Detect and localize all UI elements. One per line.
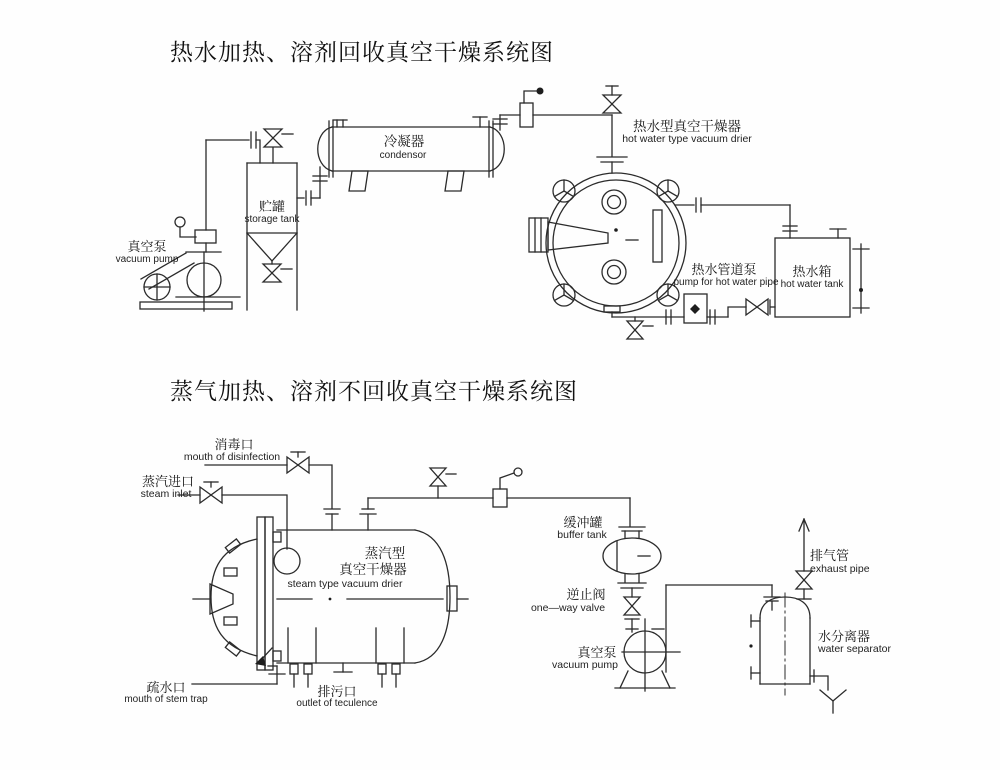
s2-buffer-tank-label-en: buffer tank xyxy=(557,529,607,541)
s1-return-line xyxy=(701,205,797,238)
s2-water-separator-label-zh: 水分离器 xyxy=(818,629,871,644)
s1-vapour-line xyxy=(500,86,627,173)
drier-handwheel-icon xyxy=(657,180,679,202)
s2-disinfection-label-en: mouth of disinfection xyxy=(183,451,281,463)
s2-water-separator-label-en: water separator xyxy=(818,643,891,655)
s2-air-release-valve-icon xyxy=(430,468,456,498)
s2-drier-label-en: steam type vacuum drier xyxy=(287,578,403,590)
s1-pipeline-pump-icon xyxy=(684,294,707,323)
tank-level-gauge-icon xyxy=(853,244,869,313)
s2-buffer-tank-label-zh: 缓冲罐 xyxy=(563,515,603,530)
s1-vent-valve-icon xyxy=(603,86,621,113)
s2-one-way-valve-label-en: one—way valve xyxy=(530,602,606,614)
system2-title: 蒸气加热、溶剂不回收真空干燥系统图 xyxy=(170,378,578,404)
s1-tank-inlet-valve-icon xyxy=(746,299,775,315)
s1-hot-water-pump-label-en: pump for hot water pipe xyxy=(673,277,779,288)
s2-gauge-icon xyxy=(493,468,522,507)
disinfection-valve-icon xyxy=(287,452,309,473)
s1-condenser-label-zh: 冷凝器 xyxy=(383,134,425,149)
s2-drain-label-zh: 排污口 xyxy=(317,684,357,699)
s1-hot-water-pump-label-zh: 热水管道泵 xyxy=(691,262,757,277)
s2-drier-symbol xyxy=(193,498,468,687)
s2-buffer-tank-symbol xyxy=(603,527,661,597)
s1-vacuum-pump-label-en: vacuum pump xyxy=(115,254,179,265)
s1-hot-water-loop xyxy=(612,294,775,339)
system1-title: 热水加热、溶剂回收真空干燥系统图 xyxy=(170,39,554,65)
s2-drain-label-en: outlet of teculence xyxy=(296,698,378,709)
s2-exhaust-pipe-label-en: exhaust pipe xyxy=(810,563,870,575)
s1-drier-label-zh: 热水型真空干燥器 xyxy=(633,119,741,134)
s1-drier-symbol xyxy=(529,173,701,317)
s2-steam-inlet-label-zh: 蒸汽进口 xyxy=(141,474,195,489)
s1-hot-water-tank-label-en: hot water tank xyxy=(780,279,844,290)
s2-steam-inlet-line xyxy=(178,482,287,549)
s2-drier-label-zh2: 真空干燥器 xyxy=(339,562,407,577)
s1-hot-water-tank-label-zh: 热水箱 xyxy=(792,264,832,279)
drier-handwheel-icon xyxy=(553,180,575,202)
s2-one-way-valve-icon xyxy=(624,597,640,632)
s2-vacuum-pump-label-en: vacuum pump xyxy=(552,659,618,671)
s1-drier-label-en: hot water type vacuum drier xyxy=(622,133,752,145)
s2-steam-trap-label-en: mouth of stem trap xyxy=(124,694,208,705)
s1-condenser-label-en: condensor xyxy=(379,150,427,161)
drain-funnel-icon xyxy=(820,690,846,713)
s1-drain-valve-icon xyxy=(627,317,653,339)
steam-inlet-valve-icon xyxy=(200,482,222,503)
storage-tank-bottom-valve-icon xyxy=(263,261,292,282)
s2-drier-label-zh1: 蒸汽型 xyxy=(364,546,406,561)
storage-tank-top-valve-icon xyxy=(264,129,293,163)
s2-disinfection-label-zh: 消毒口 xyxy=(214,437,254,452)
s2-exhaust-pipe-label-zh: 排气管 xyxy=(810,548,850,563)
s2-discharge-line xyxy=(666,585,780,672)
s2-vacuum-pump-symbol xyxy=(615,619,680,691)
s1-storage-tank-label-zh: 贮罐 xyxy=(258,199,286,214)
s2-steam-trap-label-zh: 疏水口 xyxy=(146,680,186,695)
drier-handwheel-icon xyxy=(553,284,575,306)
s2-steam-inlet-label-en: steam inlet xyxy=(140,488,192,500)
s2-vacuum-pump-label-zh: 真空泵 xyxy=(577,645,617,660)
s1-storage-tank-label-en: storage tank xyxy=(244,214,300,225)
s1-vacuum-pump-label-zh: 真空泵 xyxy=(127,239,167,254)
s2-one-way-valve-label-zh: 逆止阀 xyxy=(566,587,606,602)
